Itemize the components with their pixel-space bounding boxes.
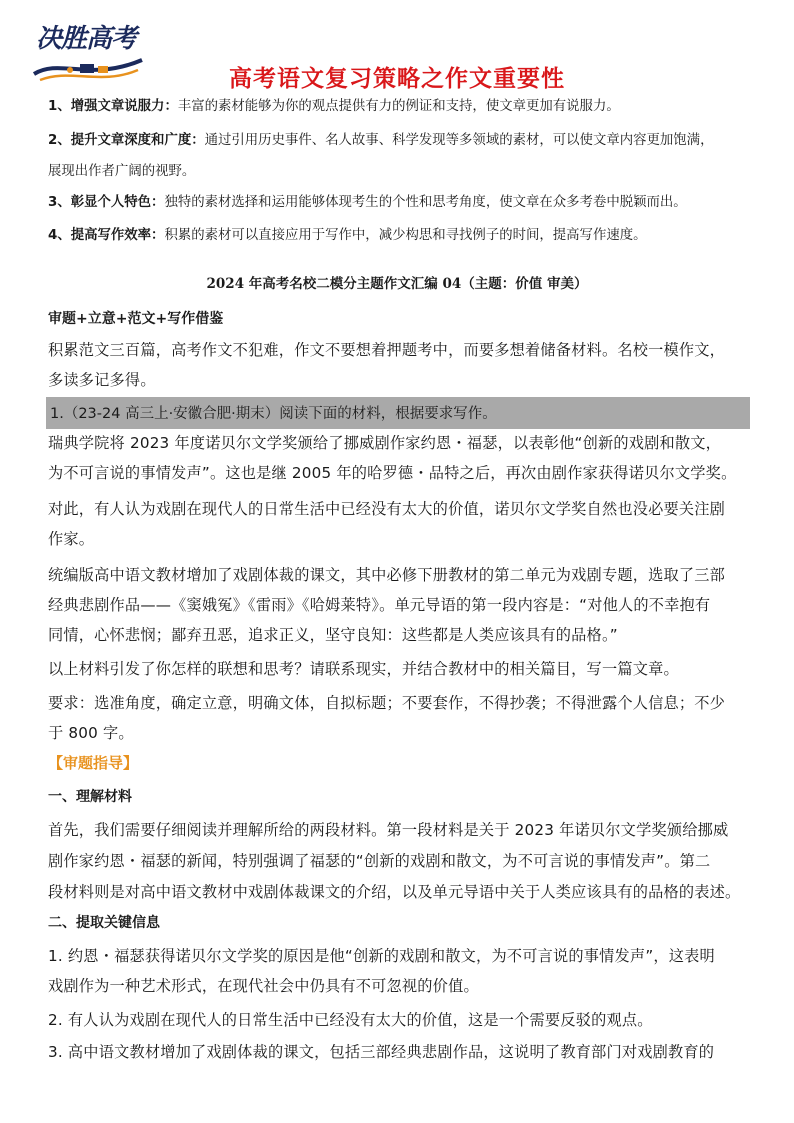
point-3 (48, 187, 758, 219)
point-label: 1、增强文章说服力： (48, 99, 178, 114)
part2-line: 戏剧作为一种艺术形式，在现代社会中仍具有不可忽视的价值。 (48, 977, 479, 995)
point-2-continuation: 展现出作者广阔的视野。 (48, 164, 196, 179)
part1-line: 段材料则是对高中语文教材中戏剧体裁课文的介绍，以及单元导语中关于人类应该具有的品格的表述。 (48, 883, 741, 901)
material-line: 以上材料引发了你怎样的联想和思考？请联系现实，并结合教材中的相关篇目，写一篇文章。 (48, 660, 679, 678)
point-text: 丰富的素材能够为你的观点提供有力的例证和支持，使文章更加有说服力。 (177, 99, 620, 114)
material-line: 对此，有人认为戏剧在现代人的日常生活中已经没有太大的价值，诺贝尔文学奖自然也没必要关注剧 (48, 500, 726, 518)
material-line: 经典悲剧作品——《窦娥冤》《雷雨》《哈姆莱特》。单元导语的第一段内容是：“对他人的不幸抱有 (48, 596, 711, 614)
part2-line: 1. 约恩・福瑟获得诺贝尔文学奖的原因是他“创新的戏剧和散文，为不可言说的事情发声”，这表明 (48, 947, 715, 965)
part2-line: 2. 有人认为戏剧在现代人的日常生活中已经没有太大的价值，这是一个需要反驳的观点。 (48, 1011, 653, 1029)
intro-line: 多读多记多得。 (48, 371, 156, 389)
guide-label: 【审题指导】 (48, 754, 139, 772)
material-line: 于 800 字。 (48, 724, 134, 742)
part2-line: 3. 高中语文教材增加了戏剧体裁的课文，包括三部经典悲剧作品，这说明了教育部门对戏剧教育的 (48, 1043, 715, 1061)
point-1 (48, 91, 758, 123)
material-line: 要求：选准角度，确定立意，明确文体，自拟标题；不要套作，不得抄袭；不得泄露个人信息；不少 (48, 694, 726, 712)
point-4 (48, 220, 758, 252)
point-label: 3、彰显个人特色： (48, 195, 165, 210)
material-line: 为不可言说的事情发声”。这也是继 2005 年的哈罗德・品特之后，再次由剧作家获得诺贝尔文学奖。 (48, 464, 737, 482)
part1-line: 首先，我们需要仔细阅读并理解所给的两段材料。第一段材料是关于 2023 年诺贝尔文学奖颁给挪威 (48, 821, 729, 839)
point-2 (48, 125, 758, 157)
material-line: 瑞典学院将 2023 年度诺贝尔文学奖颁给了挪威剧作家约恩・福瑟，以表彰他“创新的戏剧和散文， (48, 434, 722, 452)
logo-text: 决胜高考 (36, 24, 137, 54)
question-prompt: 1.（23-24 高三上·安徽合肥·期末）阅读下面的材料，根据要求写作。 (50, 406, 497, 422)
page-title: 高考语文复习策略之作文重要性 (229, 66, 565, 92)
material-line: 作家。 (48, 530, 95, 548)
point-label: 2、提升文章深度和广度： (48, 133, 205, 148)
intro-line: 积累范文三百篇，高考作文不犯难，作文不要想着押题考中，而要多想着储备材料。名校一模作文， (48, 341, 726, 359)
material-line: 统编版高中语文教材增加了戏剧体裁的课文，其中必修下册教材的第二单元为戏剧专题，选取了三部 (48, 566, 726, 584)
point-label: 4、提高写作效率： (48, 228, 165, 243)
point-text: 独特的素材选择和运用能够体现考生的个性和思考角度，使文章在众多考卷中脱颖而出。 (164, 195, 687, 210)
collection-subtitle: 2024 年高考名校二模分主题作文汇编 04（主题：价值 审美） (206, 276, 588, 292)
part1-line: 剧作家约恩・福瑟的新闻，特别强调了福瑟的“创新的戏剧和散文，为不可言说的事情发声”。第二 (48, 852, 711, 870)
section-heading: 审题+立意+范文+写作借鉴 (48, 311, 224, 327)
material-line: 同情，心怀悲悯；鄙弃丑恶，追求正义，坚守良知：这些都是人类应该具有的品格。” (48, 626, 618, 644)
part2-heading: 二、提取关键信息 (48, 915, 160, 931)
point-text: 通过引用历史事件、名人故事、科学发现等多领域的素材，可以使文章内容更加饱满， (204, 133, 714, 148)
point-text: 积累的素材可以直接应用于写作中，减少构思和寻找例子的时间，提高写作速度。 (164, 228, 647, 243)
part1-heading: 一、理解材料 (48, 789, 132, 805)
